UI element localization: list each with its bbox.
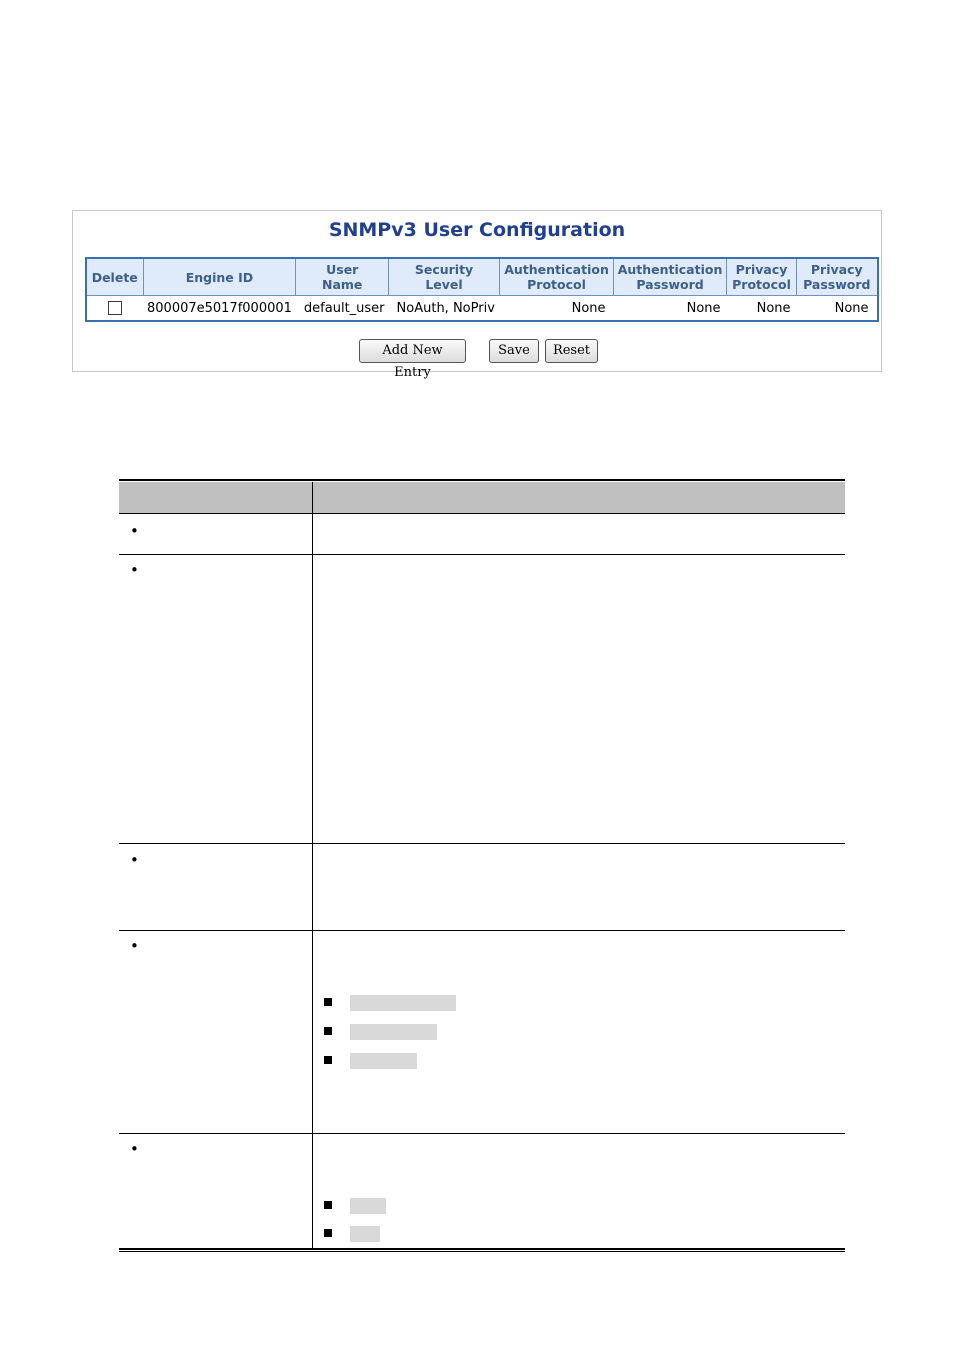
description-table-header <box>119 482 845 514</box>
auth-password-cell: None <box>686 300 721 316</box>
col-header-privacy-password: Privacy Password <box>797 258 878 296</box>
table-row <box>86 296 878 322</box>
security-level-cell: NoAuth, NoPriv <box>396 300 495 316</box>
col-header-auth-protocol: Authentication Protocol <box>500 258 614 296</box>
privacy-protocol-cell: None <box>756 300 791 316</box>
description-table <box>119 479 845 1252</box>
highlighted-option <box>350 1053 417 1069</box>
table-bottom-rule <box>119 1248 845 1252</box>
highlighted-option <box>350 1024 437 1040</box>
add-new-entry-button[interactable]: Add New Entry <box>359 339 466 363</box>
snmpv3-user-config-panel <box>72 210 882 380</box>
bullet: • <box>130 851 139 869</box>
col-header-user-name: User Name <box>296 258 389 296</box>
square-bullet-icon <box>324 1229 332 1237</box>
bullet: • <box>130 937 139 955</box>
delete-cell <box>86 296 143 322</box>
reset-button[interactable]: Reset <box>545 339 598 363</box>
engine-id-cell: 800007e5017f000001 <box>147 300 292 316</box>
auth-protocol-cell: None <box>571 300 606 316</box>
square-bullet-icon <box>324 998 332 1006</box>
bullet: • <box>130 522 139 540</box>
bullet: • <box>130 561 139 579</box>
col-header-delete: Delete <box>86 258 143 296</box>
col-header-auth-password: Authentication Password <box>614 258 727 296</box>
user-name-cell: default_user <box>303 300 385 316</box>
snmpv3-user-table <box>85 257 879 322</box>
bullet: • <box>130 1140 139 1158</box>
privacy-password-cell: None <box>834 300 869 316</box>
description-row-user-name <box>119 844 845 931</box>
description-row-delete <box>119 514 845 555</box>
description-row-security-level <box>119 931 845 1134</box>
col-header-security-level: Security Level <box>389 258 500 296</box>
square-bullet-icon <box>324 1027 332 1035</box>
col-header-privacy-protocol: Privacy Protocol <box>727 258 797 296</box>
delete-checkbox[interactable] <box>108 301 122 315</box>
highlighted-option <box>350 1226 380 1242</box>
panel-title: SNMPv3 User Configuration <box>328 219 626 241</box>
highlighted-option <box>350 995 456 1011</box>
description-row-engine-id <box>119 555 845 844</box>
col-header-engine-id: Engine ID <box>143 258 296 296</box>
square-bullet-icon <box>324 1201 332 1209</box>
save-button[interactable]: Save <box>489 339 539 363</box>
highlighted-option <box>350 1198 386 1214</box>
square-bullet-icon <box>324 1056 332 1064</box>
description-row-auth-protocol <box>119 1134 845 1248</box>
